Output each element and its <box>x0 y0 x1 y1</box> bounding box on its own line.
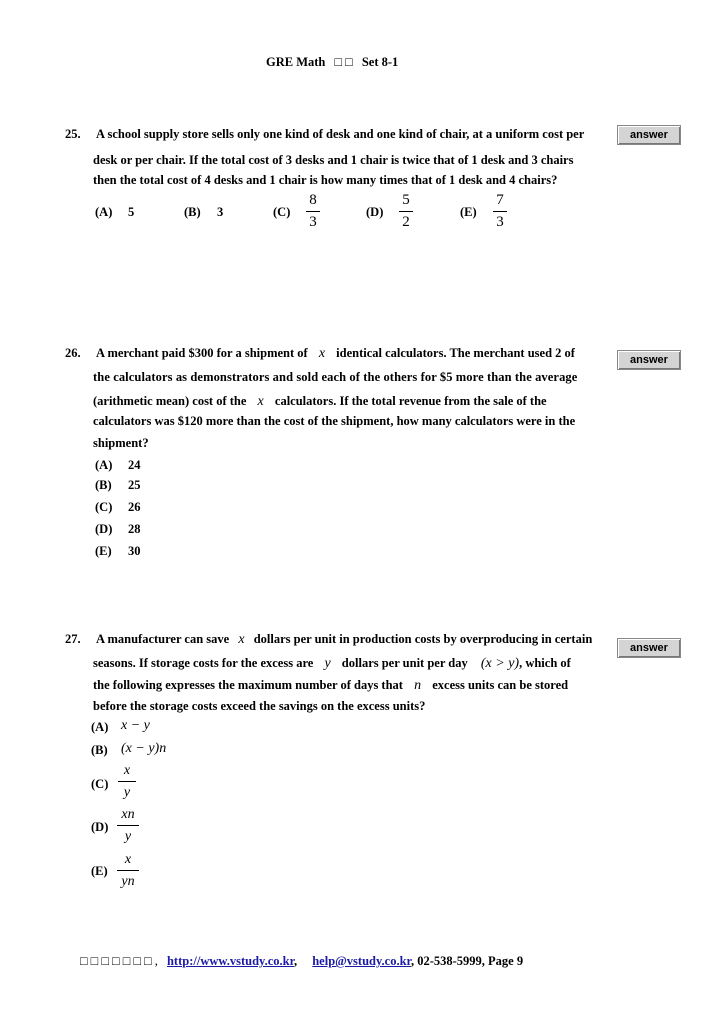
q26-line2: the calculators as demonstrators and sold each of the others for $5 more than the average <box>93 370 578 384</box>
fraction-bar <box>117 870 139 871</box>
fraction-bar <box>118 781 136 782</box>
q27-line2a: seasons. If storage costs for the excess are <box>93 656 314 670</box>
q27-choice-c-fraction <box>118 762 136 801</box>
q26-line5: shipment? <box>93 436 149 450</box>
q27-choice-e-fraction <box>117 851 139 890</box>
q25-choice-c-fraction <box>304 192 322 231</box>
footer <box>80 954 523 969</box>
answer-button-27[interactable]: answer <box>617 638 681 658</box>
fraction-bar <box>306 211 320 212</box>
q25-choice-c-label: (C) <box>273 205 291 219</box>
q27-choice-d-label: (D) <box>91 820 109 834</box>
q27-choice-a-label: (A) <box>91 720 109 734</box>
footer-rest: , 02-538-5999, Page 9 <box>410 954 524 968</box>
q27-line3a: the following expresses the maximum number of days that <box>93 678 403 692</box>
q25-choice-a-value: 5 <box>128 205 135 219</box>
q25-choice-e-num: 7 <box>496 192 504 208</box>
q25-choice-d-den: 2 <box>402 214 410 230</box>
fraction-bar <box>117 825 139 826</box>
q25-choice-e-label: (E) <box>460 205 477 219</box>
q25-choice-d-num: 5 <box>402 192 410 208</box>
q27-var-y: y <box>324 656 331 671</box>
q26-choice-c-value: 26 <box>128 500 141 514</box>
q27-line4: before the storage costs exceed the savings on the excess units? <box>93 699 426 713</box>
q25-choice-c-den: 3 <box>309 214 317 230</box>
footer-sep: , <box>293 954 298 968</box>
q26-choice-d-value: 28 <box>128 522 141 536</box>
q27-choice-c-den: y <box>123 785 131 800</box>
q25-choice-b-value: 3 <box>217 205 224 219</box>
q26-choice-b-label: (B) <box>95 478 112 492</box>
header-set: Set 8-1 <box>361 55 399 69</box>
q25-choice-b-label: (B) <box>184 205 201 219</box>
q27-choice-a-expr: x − y <box>121 718 150 733</box>
answer-button-26[interactable]: answer <box>617 350 681 370</box>
q25-choice-e-fraction <box>491 192 509 231</box>
q26-line1 <box>96 346 575 362</box>
q25-choice-e-den: 3 <box>496 214 504 230</box>
q27-condition: (x > y) <box>480 656 520 671</box>
header-glyphs: □ □ <box>334 55 353 69</box>
q27-number: 27. <box>65 632 81 646</box>
footer-glyphs: □ □ □ □ □ □ □ , <box>80 954 158 968</box>
q26-line4: calculators was $120 more than the cost of the shipment, how many calculators were in the <box>93 414 576 428</box>
q26-line3b: calculators. If the total revenue from the sale of the <box>274 394 547 408</box>
q27-choice-b-expr: (x − y)n <box>121 741 167 756</box>
q26-line1a: A merchant paid $300 for a shipment of <box>96 346 308 360</box>
q25-line1: A school supply store sells only one kind of desk and one kind of chair, at a uniform cost per <box>96 127 585 141</box>
q26-number: 26. <box>65 346 81 360</box>
q27-choice-c-num: x <box>123 763 131 778</box>
q26-choice-e-label: (E) <box>95 544 112 558</box>
q25-choice-a-label: (A) <box>95 205 113 219</box>
fraction-bar <box>399 211 413 212</box>
q25-choice-c-num: 8 <box>309 192 317 208</box>
q27-line1a: A manufacturer can save <box>96 632 230 646</box>
q27-choice-e-den: yn <box>121 874 135 889</box>
q27-line2 <box>93 656 571 672</box>
q27-choice-e-label: (E) <box>91 864 108 878</box>
fraction-bar <box>493 211 507 212</box>
q27-line3 <box>93 678 568 694</box>
q26-choice-e-value: 30 <box>128 544 141 558</box>
q25-line3: then the total cost of 4 desks and 1 chair is how many times that of 1 desk and 4 chairs? <box>93 173 558 187</box>
q26-choice-b-value: 25 <box>128 478 141 492</box>
q25-line2: desk or per chair. If the total cost of 3 desks and 1 chair is twice that of 1 desk and 3 chairs <box>93 153 574 167</box>
q26-choice-d-label: (D) <box>95 522 113 536</box>
q27-choice-d-num: xn <box>121 807 135 822</box>
q26-choice-a-label: (A) <box>95 458 113 472</box>
q27-line2c: , which of <box>519 656 571 670</box>
q25-number: 25. <box>65 127 81 141</box>
q26-choice-c-label: (C) <box>95 500 113 514</box>
q27-line1b: dollars per unit in production costs by overproducing in certain <box>253 632 593 646</box>
header <box>266 55 398 70</box>
q27-line3b: excess units can be stored <box>432 678 569 692</box>
q26-line3 <box>93 394 547 410</box>
q27-choice-d-fraction <box>117 806 139 845</box>
q27-line1 <box>96 632 592 648</box>
footer-url-link[interactable]: http://www.vstudy.co.kr <box>166 954 294 968</box>
q27-var-n: n <box>414 678 422 693</box>
q26-choice-a-value: 24 <box>128 458 141 472</box>
q25-choice-d-label: (D) <box>366 205 384 219</box>
q25-choice-d-fraction <box>397 192 415 231</box>
q26-line3a: (arithmetic mean) cost of the <box>93 394 247 408</box>
q26-line1b: identical calculators. The merchant used 2 of <box>336 346 575 360</box>
q27-choice-c-label: (C) <box>91 777 109 791</box>
header-title: GRE Math <box>266 55 326 69</box>
q26-var-x: x <box>318 346 326 361</box>
q27-choice-d-den: y <box>124 829 132 844</box>
answer-button-25[interactable]: answer <box>617 125 681 145</box>
q27-var-x: x <box>238 632 245 647</box>
q27-choice-b-label: (B) <box>91 743 108 757</box>
q26-var-x-2: x <box>257 394 264 409</box>
q27-choice-e-num: x <box>124 852 132 867</box>
q27-line2b: dollars per unit per day <box>341 656 468 670</box>
footer-email-link[interactable]: help@vstudy.co.kr <box>312 954 411 968</box>
